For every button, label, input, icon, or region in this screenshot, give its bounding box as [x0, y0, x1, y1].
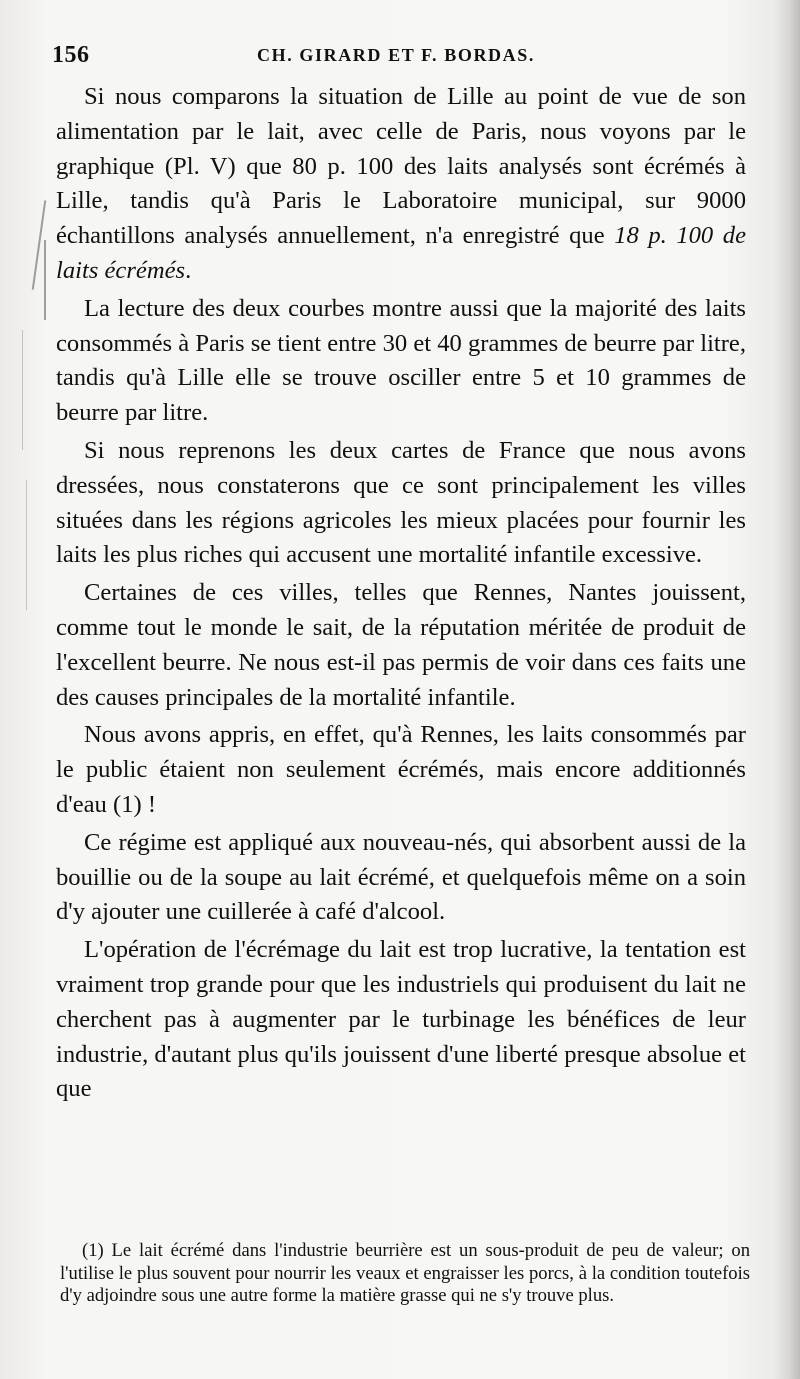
page-edge-shadow	[774, 0, 800, 1379]
body-text	[56, 80, 746, 1107]
footnote-text: (1) Le lait écrémé dans l'industrie beurrière est un sous-produit de peu de valeur; on l'utilise le plus souvent pour nourrir les veaux et engraisser les porcs, à la condition toutefois d'y adjoindre sous une autre forme la matière grasse qui ne s'y trouve plus.	[60, 1240, 750, 1306]
paragraph: Nous avons appris, en effet, qu'à Rennes, les laits consommés par le public étaient non seulement écrémés, mais encore additionnés d'eau (1) !	[56, 721, 746, 818]
margin-pencil-mark	[22, 330, 23, 450]
paragraph: Si nous reprenons les deux cartes de France que nous avons dressées, nous constaterons que ce sont principalement les villes situées dans les régions agricoles les mieux placées pour fournir les laits les plus riches qui accusent une mortalité infantile excessive.	[56, 436, 746, 569]
footnote	[60, 1240, 750, 1308]
paragraph	[56, 80, 746, 289]
paragraph: Certaines de ces villes, telles que Rennes, Nantes jouissent, comme tout le monde le sait, de la réputation méritée de produit de l'excellent beurre. Ne nous est-il pas permis de voir dans ces faits une des causes principales de la mortalité infantile.	[56, 579, 746, 711]
emphasized-text: 18 p. 100 de laits écrémés	[56, 222, 746, 284]
paragraph: Ce régime est appliqué aux nouveau-nés, qui absorbent aussi de la bouillie ou de la soupe au lait écrémé, et quelquefois même on a soin d'y ajouter une cuillerée à café d'alcool.	[56, 828, 746, 926]
margin-pencil-mark	[26, 480, 27, 610]
paragraph-text: .	[185, 256, 192, 284]
paragraph: L'opération de l'écrémage du lait est trop lucrative, la tentation est vraiment trop grande pour que les industriels qui produisent du lait ne cherchent pas à augmenter par le turbinage les bénéfices de leur industrie, d'autant plus qu'ils jouissent d'une liberté presque absolue et que	[56, 936, 746, 1103]
paragraph: La lecture des deux courbes montre aussi que la majorité des laits consommés à Paris se tient entre 30 et 40 grammes de beurre par litre, tandis qu'à Lille elle se trouve osciller entre 5 et 10 grammes de beurre par litre.	[56, 294, 746, 427]
paragraph-text: Si nous comparons la situation de Lille au point de vue de son alimentation par le lait, avec celle de Paris, nous voyons par le graphique (Pl. V) que 80 p. 100 des laits analysés sont écrémés à Lille, tandis qu'à Paris le Laboratoire municipal, sur 9000 échantillons analysés annuellement, n'a enregistré que	[56, 83, 746, 250]
page-header	[52, 42, 752, 74]
running-head: CH. GIRARD ET F. BORDAS.	[257, 45, 535, 65]
margin-pencil-mark	[44, 240, 46, 320]
page-number: 156	[52, 42, 90, 68]
